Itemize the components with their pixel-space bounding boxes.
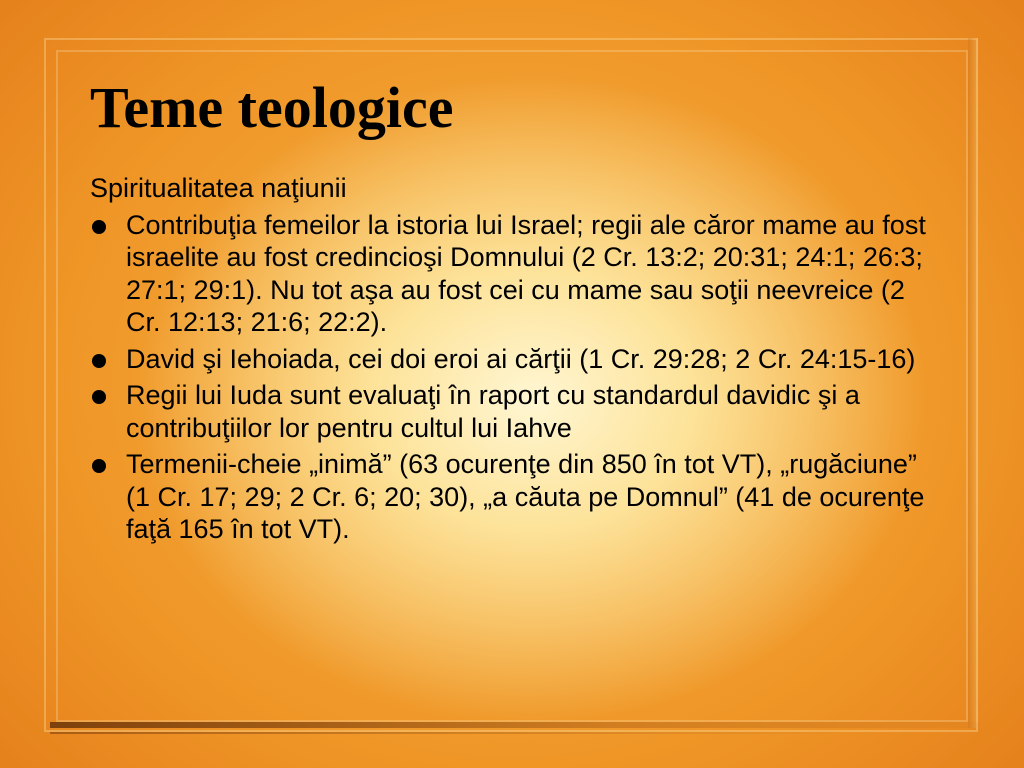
bullet-text: David şi Iehoiada, cei doi eroi ai cărţii (1 Cr. 29:28; 2 Cr. 24:15-16) — [126, 343, 916, 374]
bullet-icon — [92, 390, 106, 404]
slide-content — [90, 172, 930, 550]
bullet-item — [90, 379, 930, 444]
bullet-icon — [92, 459, 106, 473]
bullet-text: Termenii-cheie „inimă” (63 ocurenţe din 850 în tot VT), „rugăciune” (1 Cr. 17; 29; 2 Cr. 6; 20; 30), „a căuta pe Domnul” (41 de ocurenţe faţă 165 în tot VT). — [126, 449, 925, 544]
bullet-icon — [92, 220, 106, 234]
bottom-decorative-line — [50, 722, 980, 728]
slide-subtitle: Spiritualitatea naţiunii — [90, 173, 347, 203]
bullet-item — [90, 343, 930, 376]
bullet-text: Regii lui Iuda sunt evaluaţi în raport cu standardul davidic şi a contribuţiilor lor pentru cultul lui Iahve — [126, 380, 860, 443]
bullet-text: Contribuţia femeilor la istoria lui Israel; regii ale căror mame au fost israelite au fost credincioşi Domnului (2 Cr. 13:2; 20:31; 24:1; 26:3; 27:1; 29:1). Nu tot aşa au fost cei cu mame sau soţii neevreice (2 Cr. 12:13; 21:6; 22:2). — [126, 209, 926, 337]
bullet-item — [90, 209, 930, 339]
bullet-item — [90, 448, 930, 546]
bottom-decorative-line-thin — [50, 732, 830, 734]
background-frame-edge — [968, 38, 978, 728]
slide-title: Teme teologice — [90, 75, 454, 140]
bullet-icon — [92, 354, 106, 368]
bullet-list — [90, 209, 930, 546]
